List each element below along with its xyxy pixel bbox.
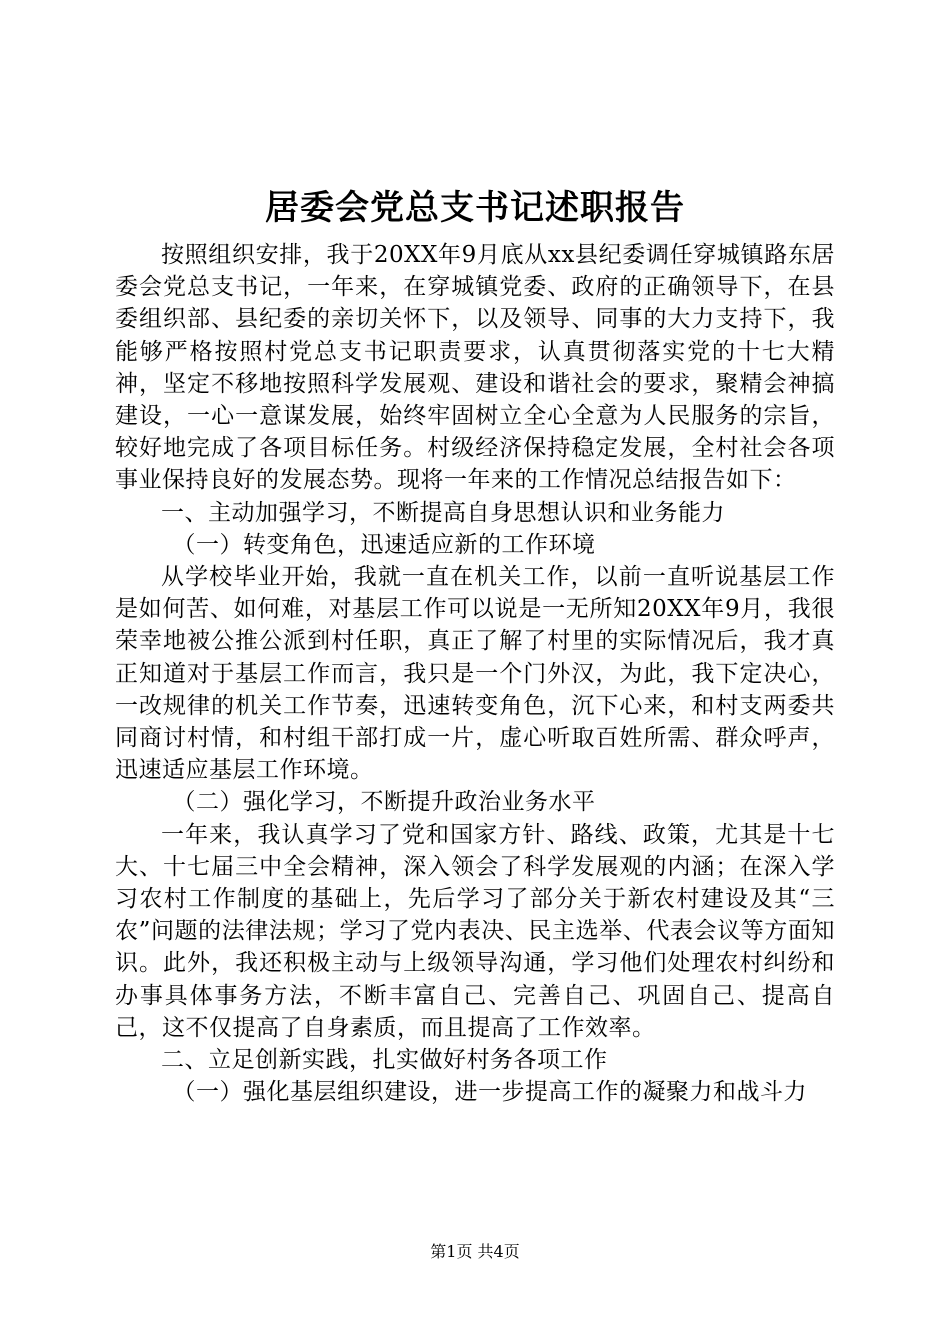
- paragraph-intro: 按照组织安排，我于20XX年9月底从xx县纪委调任穿城镇路东居委会党总支书记，一年来，在穿城镇党委、政府的正确领导下，在县委组织部、县纪委的亲切关怀下，以及领导、同事的大力支持下，我能够严格按照村党总支书记职责要求，认真贯彻落实党的十七大精神，坚定不移地按照科学发展观、建设和谐社会的要求，聚精会神搞建设，一心一意谋发展，始终牢固树立全心全意为人民服务的宗旨，较好地完成了各项目标任务。村级经济保持稳定发展，全村社会各项事业保持良好的发展态势。现将一年来的工作情况总结报告如下：: [115, 242, 835, 494]
- document-body: [115, 239, 835, 1108]
- heading-section-1: 一、主动加强学习，不断提高自身思想认识和业务能力: [161, 499, 725, 526]
- paragraph-study: 一年来，我认真学习了党和国家方针、路线、政策，尤其是十七大、十七届三中全会精神，深入领会了科学发展观的内涵；在深入学习农村工作制度的基础上，先后学习了部分关于新农村建设及其“三农”问题的法律法规；学习了党内表决、民主选举、代表会议等方面知识。此外，我还积极主动与上级领导沟通，学习他们处理农村纠纷和办事具体事务方法，不断丰富自己、完善自己、巩固自己、提高自己，这不仅提高了自身素质，而且提高了工作效率。: [115, 821, 835, 1041]
- heading-subsection-1-1: （一）转变角色，迅速适应新的工作环境: [172, 531, 596, 558]
- heading-subsection-1-2: （二）强化学习，不断提升政治业务水平: [172, 789, 596, 816]
- heading-subsection-2-1: （一）强化基层组织建设，进一步提高工作的凝聚力和战斗力: [172, 1079, 807, 1106]
- paragraph-role-change: 从学校毕业开始，我就一直在机关工作，以前一直听说基层工作是如何苦、如何难，对基层工作可以说是一无所知20XX年9月，我很荣幸地被公推公派到村任职，真正了解了村里的实际情况后，我才真正知道对于基层工作而言，我只是一个门外汉，为此，我下定决心，一改规律的机关工作节奏，迅速转变角色，沉下心来，和村支两委共同商讨村情，和村组干部打成一片，虚心听取百姓所需、群众呼声，迅速适应基层工作环境。: [115, 564, 835, 784]
- document-title: 居委会党总支书记述职报告: [265, 188, 685, 228]
- heading-section-2: 二、立足创新实践，扎实做好村务各项工作: [161, 1047, 608, 1074]
- page-number-footer: 第1页 共4页: [430, 1242, 520, 1261]
